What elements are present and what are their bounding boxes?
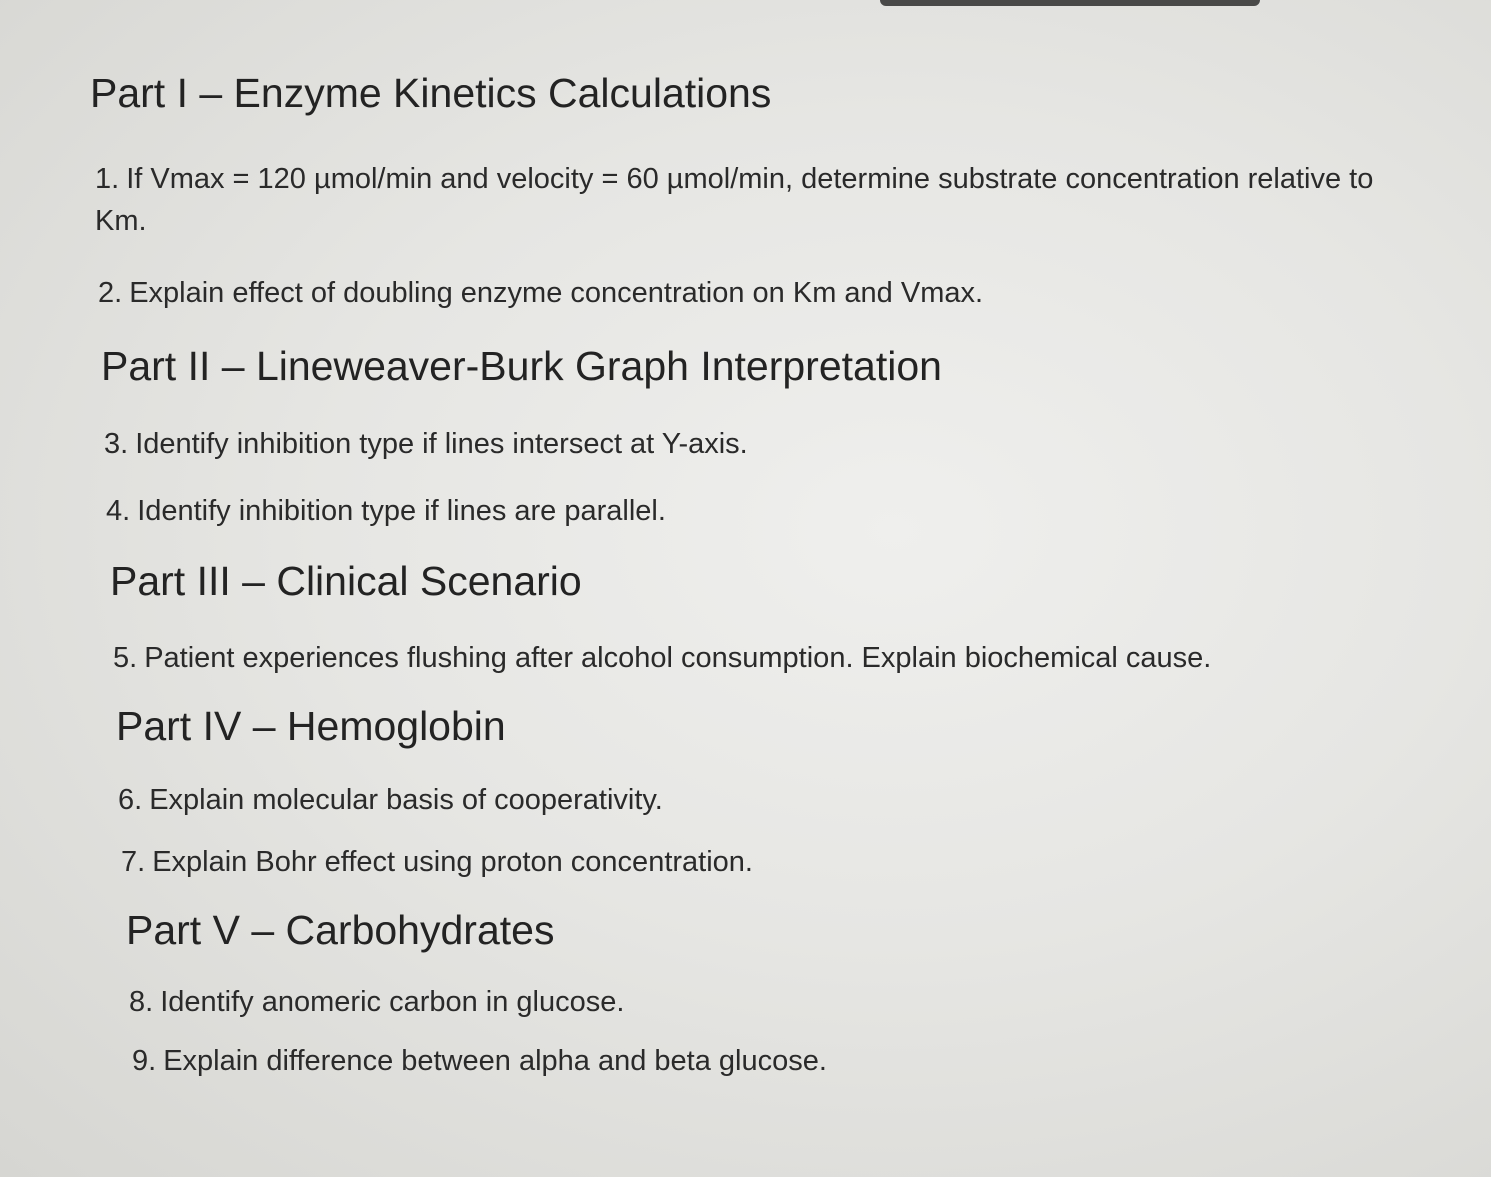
question-1 bbox=[95, 158, 1425, 242]
section-heading-part-5: Part V – Carbohydrates bbox=[126, 907, 555, 953]
question-number: 3. bbox=[104, 428, 129, 460]
question-text: Explain Bohr effect using proton concentration. bbox=[152, 846, 753, 878]
question-2 bbox=[98, 272, 983, 314]
question-number: 7. bbox=[121, 846, 146, 878]
question-number: 2. bbox=[98, 277, 123, 309]
question-8 bbox=[129, 981, 624, 1023]
question-number: 6. bbox=[118, 784, 143, 816]
question-text: Patient experiences flushing after alcohol consumption. Explain biochemical cause. bbox=[144, 642, 1212, 674]
question-5 bbox=[113, 637, 1211, 679]
question-number: 4. bbox=[106, 495, 131, 527]
question-text: Explain effect of doubling enzyme concentration on Km and Vmax. bbox=[129, 277, 984, 309]
question-6 bbox=[118, 779, 663, 821]
question-text: Explain difference between alpha and beta glucose. bbox=[163, 1045, 827, 1077]
question-number: 9. bbox=[132, 1045, 157, 1077]
question-number: 8. bbox=[129, 986, 154, 1018]
section-heading-part-1: Part I – Enzyme Kinetics Calculations bbox=[90, 70, 772, 116]
question-text: Identify inhibition type if lines are parallel. bbox=[137, 495, 666, 527]
question-number: 1. bbox=[95, 163, 120, 195]
question-text: Explain molecular basis of cooperativity. bbox=[149, 784, 663, 816]
question-9 bbox=[132, 1040, 827, 1082]
question-text: Identify anomeric carbon in glucose. bbox=[160, 986, 625, 1018]
question-text: Identify inhibition type if lines intersect at Y-axis. bbox=[135, 428, 748, 460]
question-number: 5. bbox=[113, 642, 138, 674]
question-7 bbox=[121, 841, 753, 883]
section-heading-part-3: Part III – Clinical Scenario bbox=[110, 558, 582, 604]
question-3 bbox=[104, 423, 748, 465]
question-4 bbox=[106, 490, 666, 532]
question-text: If Vmax = 120 µmol/min and velocity = 60 µmol/min, determine substrate concentration relative to Km. bbox=[95, 163, 1374, 237]
section-heading-part-2: Part II – Lineweaver-Burk Graph Interpretation bbox=[101, 343, 942, 389]
section-heading-part-4: Part IV – Hemoglobin bbox=[116, 703, 506, 749]
